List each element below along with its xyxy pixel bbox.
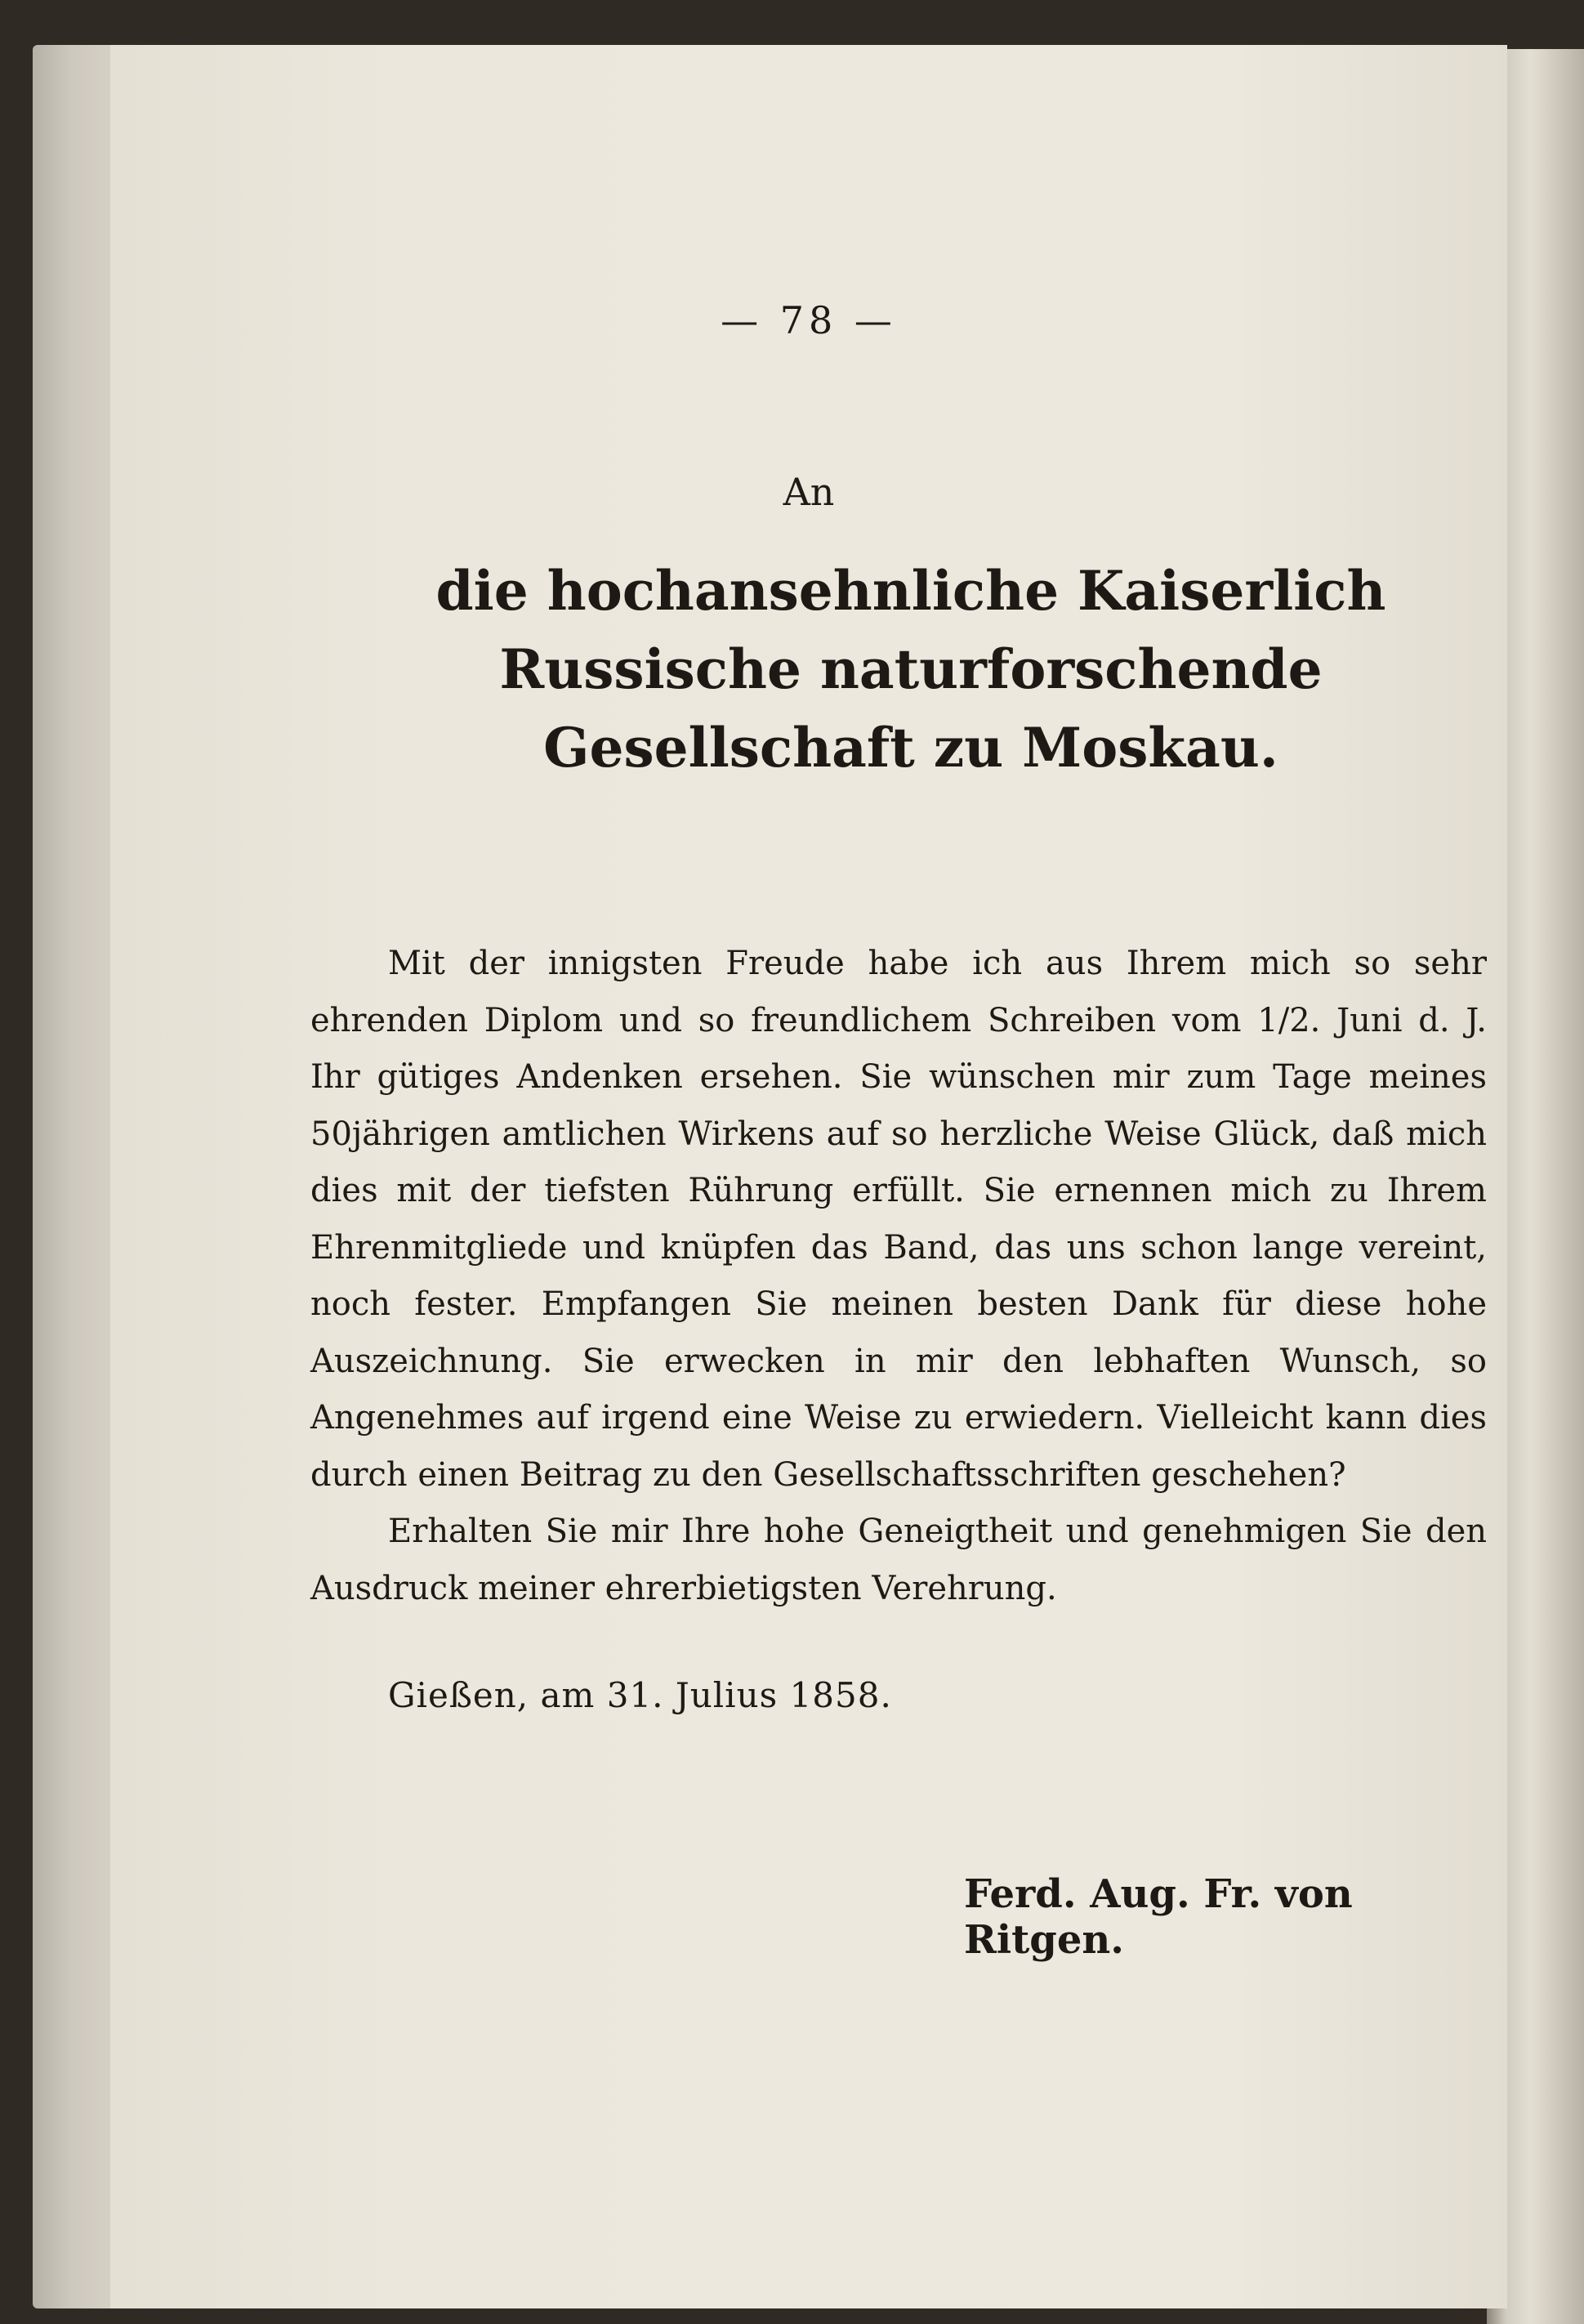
book-page bbox=[110, 45, 1507, 2308]
letter-paragraph-1: Mit der innigsten Freude habe ich aus Ihrem mich so sehr ehrenden Diplom und so freundlichem Schreiben vom 1/2. Juni d. J. Ihr gütiges Andenken ersehen. Sie wünschen mir zum Tage meines 50jährigen amtlichen Wirkens auf so herzliche Weise Glück, daß mich dies mit der tiefsten Rührung erfüllt. Sie ernennen mich zu Ihrem Ehrenmitgliede und knüpfen das Band, das uns schon lange vereint, noch fester. Empfangen Sie meinen besten Dank für diese hohe Auszeichnung. Sie erwecken in mir den lebhaften Wunsch, so Angenehmes auf irgend eine Weise zu erwiedern. Vielleicht kann dies durch einen Beitrag zu den Gesellschaftsschriften geschehen? bbox=[310, 945, 1487, 1494]
letter-paragraph-2: Erhalten Sie mir Ihre hohe Geneigtheit und genehmigen Sie den Ausdruck meiner ehrerbietigsten Verehrung. bbox=[310, 1513, 1487, 1607]
dateline: Gießen, am 31. Julius 1858. bbox=[388, 1675, 892, 1715]
letter-body bbox=[310, 936, 1487, 1617]
page-number: — 78 — bbox=[721, 298, 897, 342]
heading-addressee-prefix: An bbox=[783, 470, 835, 514]
signature: Ferd. Aug. Fr. von Ritgen. bbox=[964, 1871, 1353, 1963]
heading-addressee: die hochansehnliche Kaiserlich Russische naturforschende Gesellschaft zu Moskau. bbox=[435, 559, 1386, 780]
